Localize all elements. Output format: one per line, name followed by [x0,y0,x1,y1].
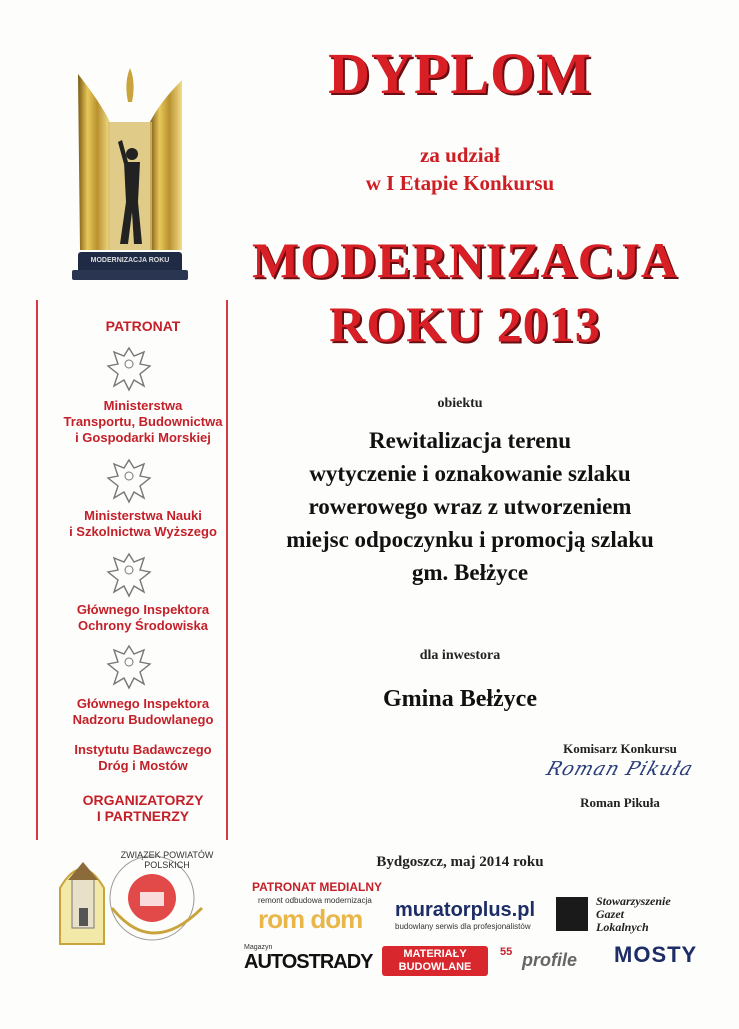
trophy-image [70,62,190,284]
patronat-heading: PATRONAT [105,318,181,334]
object-line1: Rewitalizacja terenu [368,428,572,453]
romdom-name: rom dom [258,904,363,934]
contest-title-line2: ROKU 2013 [329,296,601,352]
materialy-budowlane-logo [382,946,488,976]
romdom-logo [258,896,376,938]
mosty-logo: MOSTY [614,942,698,967]
trophy-plaque: MODERNIZACJA ROKU [90,257,170,264]
contest-title-line1: MODERNIZACJA [252,232,678,288]
profile-name: profile [522,950,578,970]
patron-3-line2: Ochrony Środowiska [77,618,209,633]
patron-1-line1: Ministerstwa [103,398,183,413]
signature-scribble: Roman Pikuła [543,758,697,780]
patron-4-line1: Głównego Inspektora [76,696,210,711]
patron-3 [48,602,238,634]
patron-1 [48,398,238,446]
newspaper-icon [556,897,588,931]
muratorplus-logo [395,898,545,938]
stowarzyszenie-line3: Lokalnych [596,920,649,934]
autostrady-logo [244,944,373,978]
patron-1-line3: i Gospodarki Morskiej [75,430,211,445]
stowarzyszenie-line2: Gazet [596,907,624,921]
signature-role: Komisarz Konkursu [563,741,677,756]
patron-2-line1: Ministerstwa Nauki [84,508,202,523]
object-description [230,424,710,589]
patron-1-line2: Transportu, Budownictwa [63,414,223,429]
materialy-line1: MATERIAŁY [403,948,467,960]
patron-5-line2: Dróg i Mostów [98,758,188,773]
materialy-line2: BUDOWLANE [398,961,472,973]
object-line3: rowerowego wraz z utworzeniem [308,494,632,519]
zwiazek-powiatow-logo [52,848,242,948]
patron-2-line2: i Szkolnictwa Wyższego [69,524,217,539]
stowarzyszenie-line1: Stowarzyszenie [596,894,671,908]
media-heading: PATRONAT MEDIALNY [252,880,382,894]
murator-name: muratorplus.pl [395,899,536,921]
investor-name: Gmina Bełżyce [383,686,537,712]
patron-3-line1: Głównego Inspektora [76,602,210,617]
object-line5: gm. Bełżyce [411,560,529,585]
subtitle-line2: w I Etapie Konkursu [365,171,555,195]
investor-label: dla inwestora [419,648,501,663]
profile-badge: 55 [500,946,513,958]
place-date: Bydgoszcz, maj 2014 roku [376,854,544,870]
patron-5-line1: Instytutu Badawczego [74,742,212,757]
polish-eagle-icon [104,642,154,690]
organizers-heading [48,792,238,824]
subtitle-line1: za udział [420,143,500,167]
polish-eagle-icon [104,344,154,392]
object-label: obiektu [437,396,483,411]
profile-logo [500,946,606,976]
patron-4-line2: Nadzoru Budowlanego [72,712,214,727]
patron-2 [48,508,238,540]
stowarzyszenie-logo [556,895,716,939]
organizers-line1: ORGANIZATORZY [82,792,204,808]
organizers-line2: I PARTNERZY [96,808,190,824]
autostrady-name: AUTOSTRADY [244,951,373,973]
murator-tagline: budowlany serwis dla profesjonalistów [395,922,531,931]
autostrady-small: Magazyn [244,944,273,951]
romdom-tagline: remont odbudowa modernizacja [258,896,372,905]
diploma-title: DYPLOM [328,41,592,106]
association-logo-text: ZWIĄZEK POWIATÓW POLSKICH [120,850,214,870]
polish-eagle-icon [104,456,154,504]
patron-4 [48,696,238,728]
object-line2: wytyczenie i oznakowanie szlaku [309,461,631,486]
sidebar-left-border [36,300,38,840]
object-line4: miejsc odpoczynku i promocją szlaku [286,527,654,552]
signature-name: Roman Pikuła [580,795,660,810]
patron-5 [48,742,238,774]
polish-eagle-icon [104,550,154,598]
